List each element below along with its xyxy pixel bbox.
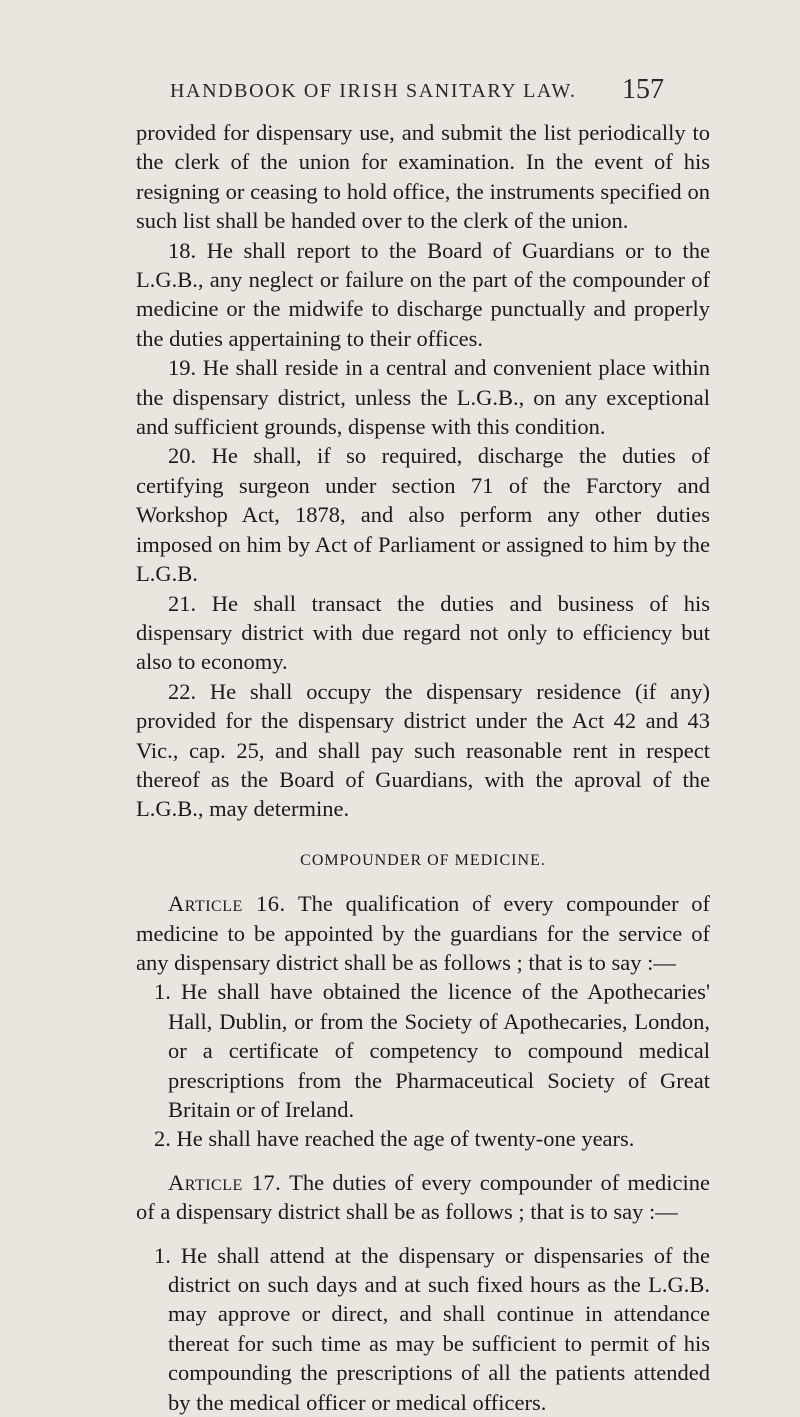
article-17-label: Article 17. bbox=[168, 1169, 282, 1195]
article-17 bbox=[136, 1168, 710, 1227]
section-heading: COMPOUNDER OF MEDICINE. bbox=[300, 851, 546, 869]
article-16 bbox=[136, 889, 710, 977]
article-17-item-1: 1. He shall attend at the dispensary or dispensaries of the district on such days and at such fixed hours as the L.G.B. may approve or direct, and shall continue in attendance thereat for such time as may be sufficient to permit of his compounding the prescriptions of all the patients attended by the medical officer or medical officers. bbox=[154, 1242, 710, 1415]
page-number: 157 bbox=[622, 74, 664, 105]
paragraph-20: 20. He shall, if so required, discharge the duties of certifying surgeon under section 71 of the Farctory and Workshop Act, 1878, and also perform any other duties imposed on him by Act of Parliament or assigned to him by the L.G.B. bbox=[136, 443, 710, 587]
paragraph-18: 18. He shall report to the Board of Guardians or to the L.G.B., any neglect or failure on the part of the compounder of medicine or the midwife to discharge punctually and properly the duties appertaining to their offices. bbox=[136, 237, 710, 351]
paragraph-22: 22. He shall occupy the dispensary residence (if any) provided for the dispensary district under the Act 42 and 43 Vic., cap. 25, and shall pay such reasonable rent in respect thereof as the Board of Guardians, with the aproval of the L.G.B., may determine. bbox=[136, 678, 710, 822]
article-16-label: Article 16. bbox=[168, 891, 286, 917]
paragraph-19: 19. He shall reside in a central and convenient place within the dispensary district, unless the L.G.B., on any exceptional and sufficient grounds, dispense with this condition. bbox=[136, 355, 710, 440]
paragraph-21: 21. He shall transact the duties and business of his dispensary district with due regard not only to efficiency but also to economy. bbox=[136, 590, 710, 675]
paragraph-continued: provided for dispensary use, and submit the list periodically to the clerk of the union for examination. In the event of his resigning or ceasing to hold office, the instruments specified on such list shall be handed over to the clerk of the union. bbox=[136, 120, 710, 234]
page-header bbox=[0, 74, 800, 110]
body-text bbox=[136, 118, 710, 1417]
article-16-text: The qualification of every compounder of medicine to be appointed by the guardians for the service of any dispensary district shall be as follows ; that is to say :— bbox=[136, 891, 711, 975]
article-17-text: The duties of every compounder of medicine of a dispensary district shall be as follows ; that is to say :— bbox=[136, 1169, 711, 1225]
article-16-item-2: 2. He shall have reached the age of twenty-one years. bbox=[154, 1126, 635, 1152]
running-title: HANDBOOK OF IRISH SANITARY LAW. bbox=[170, 80, 577, 102]
article-16-item-1: 1. He shall have obtained the licence of the Apothecaries' Hall, Dublin, or from the Society of Apothecaries, London, or a certificate of competency to compound medical prescriptions from the Pharmaceutical Society of Great Britain or of Ireland. bbox=[154, 979, 710, 1122]
